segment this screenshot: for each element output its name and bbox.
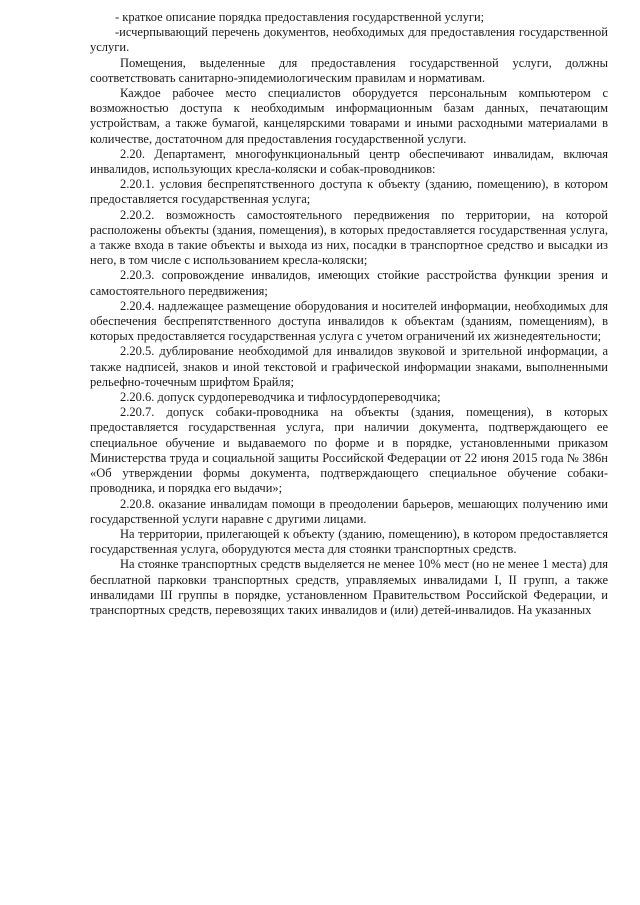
paragraph-2-20-7: 2.20.7. допуск собаки-проводника на объекты (здания, помещения), в которых предоставляется государственная услуга, при наличии документа, подтверждающего ее специальное обучение и выдаваемого по форме и в порядке, установленными приказом Министерства труда и социальной защиты Российской Федерации от 22 июня 2015 года № 386н «Об утверждении формы документа, подтверждающего специальное обучение собаки-проводника, и порядка его выдачи»; bbox=[90, 405, 608, 496]
paragraph-2-20-6: 2.20.6. допуск сурдопереводчика и тифлосурдопереводчика; bbox=[120, 390, 441, 405]
paragraph-2-20-3: 2.20.3. сопровождение инвалидов, имеющих стойкие расстройства функции зрения и самостоятельного передвижения; bbox=[90, 268, 608, 298]
paragraph-2-20-8: 2.20.8. оказание инвалидам помощи в преодолении барьеров, мешающих получению ими государственной услуги наравне с другими лицами. bbox=[90, 496, 608, 526]
paragraph-parking-spaces: На стоянке транспортных средств выделяется не менее 10% мест (но не менее 1 места) для бесплатной парковки транспортных средств, управляемых инвалидами I, II групп, а также инвалидами III группы в порядке, установленном Правительством Российской Федерации, и транспортных средств, перевозящих таких инвалидов и (или) детей-инвалидов. На указанных bbox=[90, 557, 608, 617]
paragraph-2-20-5: 2.20.5. дублирование необходимой для инвалидов звуковой и зрительной информации, а также надписей, знаков и иной текстовой и графической информации знаками, выполненными рельефно-точечным шрифтом Брайля; bbox=[90, 344, 608, 389]
paragraph-2-20-1: 2.20.1. условия беспрепятственного доступа к объекту (зданию, помещению), в котором предоставляется государственная услуга; bbox=[90, 177, 608, 207]
paragraph-premises-requirements: Помещения, выделенные для предоставления государственной услуги, должны соответствовать санитарно-эпидемиологическим правилам и нормативам. bbox=[90, 55, 608, 85]
paragraph-documents-list-item: -исчерпывающий перечень документов, необходимых для предоставления государственной услуги. bbox=[90, 25, 608, 55]
paragraph-service-description-item: - краткое описание порядка предоставления государственной услуги; bbox=[115, 10, 485, 24]
paragraph-workplace-equipment: Каждое рабочее место специалистов оборудуется персональным компьютером с возможностью доступа к необходимым информационным базам данных, печатающим устройствам, а также бумагой, канцелярскими товарами и иными расходными материалами в количестве, достаточном для предоставления государственной услуги. bbox=[90, 86, 608, 146]
paragraph-2-20: 2.20. Департамент, многофункциональный центр обеспечивают инвалидам, включая инвалидов, использующих кресла-коляски и собак-проводников: bbox=[90, 146, 608, 177]
paragraph-2-20-4: 2.20.4. надлежащее размещение оборудования и носителей информации, необходимых для обеспечения беспрепятственного доступа инвалидов к объектам (зданиям, помещениям), в которых предоставляется государственная услуга с учетом ограничений их жизнедеятельности; bbox=[90, 298, 608, 344]
paragraph-2-20-2: 2.20.2. возможность самостоятельного передвижения по территории, на которой расположены объекты (здания, помещения), в которых предоставляется государственная услуга, а также входа в такие объекты и выхода из них, посадки в транспортное средство и высадки из него, в том числе с использованием кресла-коляски; bbox=[90, 207, 608, 268]
paragraph-parking-territory: На территории, прилегающей к объекту (зданию, помещению), в котором предоставляется государственная услуга, оборудуются места для стоянки транспортных средств. bbox=[90, 526, 608, 557]
document-page bbox=[90, 10, 608, 618]
